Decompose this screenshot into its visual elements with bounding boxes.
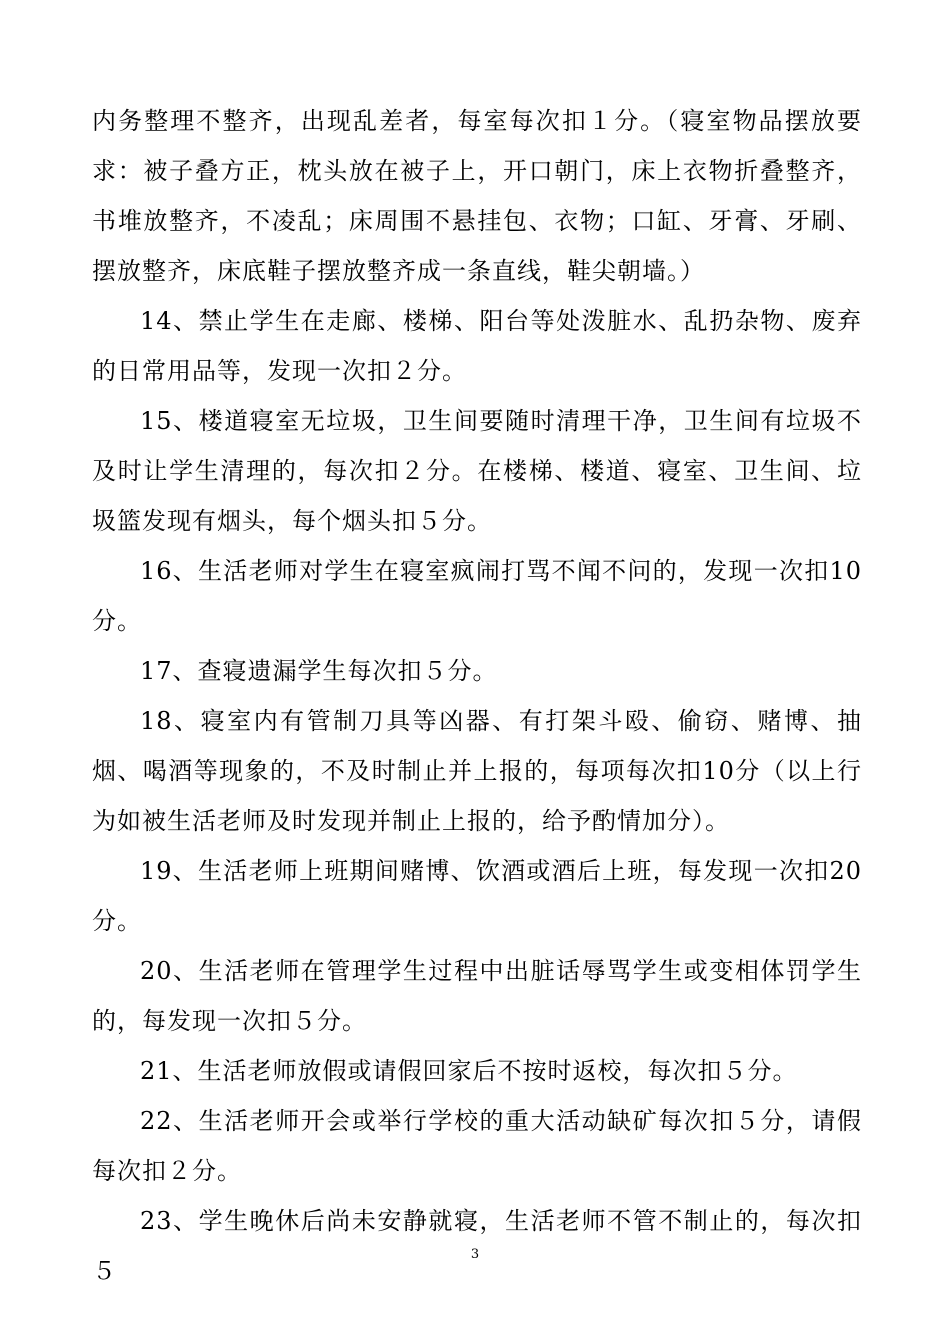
paragraph-item-21: 21、生活老师放假或请假回家后不按时返校，每次扣５分。 <box>140 1057 798 1085</box>
paragraph-item-17: 17、查寝遗漏学生每次扣５分。 <box>140 657 498 685</box>
paragraph-continuation: 内务整理不整齐，出现乱差者，每室每次扣１分。（寝室物品摆放要求：被子叠方正，枕头放在被子上，开口朝门，床上衣物折叠整齐，书堆放整齐，不凌乱；床周围不悬挂包、衣物；口缸、牙膏、牙刷、摆放整齐，床底鞋子摆放整齐成一条直线，鞋尖朝墙。） <box>92 107 862 285</box>
paragraph-item-18: 18、寝室内有管制刀具等凶器、有打架斗殴、偷窃、赌博、抽烟、喝酒等现象的，不及时制止并上报的，每项每次扣10分（以上行为如被生活老师及时发现并制止上报的，给予酌情加分）。 <box>92 707 862 835</box>
document-body <box>92 96 862 1296</box>
paragraph-item-22: 22、生活老师开会或举行学校的重大活动缺矿每次扣５分，请假每次扣２分。 <box>92 1107 862 1185</box>
paragraph-item-19: 19、生活老师上班期间赌博、饮酒或酒后上班，每发现一次扣20分。 <box>92 857 862 935</box>
page-number: 3 <box>470 1247 480 1262</box>
paragraph-item-23: 23、学生晚休后尚未安静就寝，生活老师不管不制止的，每次扣５ <box>92 1207 862 1285</box>
paragraph-item-20: 20、生活老师在管理学生过程中出脏话辱骂学生或变相体罚学生的，每发现一次扣５分。 <box>92 957 862 1035</box>
paragraph-item-15: 15、楼道寝室无垃圾，卫生间要随时清理干净，卫生间有垃圾不及时让学生清理的，每次扣２分。在楼梯、楼道、寝室、卫生间、垃圾篮发现有烟头，每个烟头扣５分。 <box>92 407 862 535</box>
paragraph-item-16: 16、生活老师对学生在寝室疯闹打骂不闻不问的，发现一次扣10分。 <box>92 557 862 635</box>
paragraph-item-14: 14、禁止学生在走廊、楼梯、阳台等处泼脏水、乱扔杂物、废弃的日常用品等，发现一次扣２分。 <box>92 307 862 385</box>
